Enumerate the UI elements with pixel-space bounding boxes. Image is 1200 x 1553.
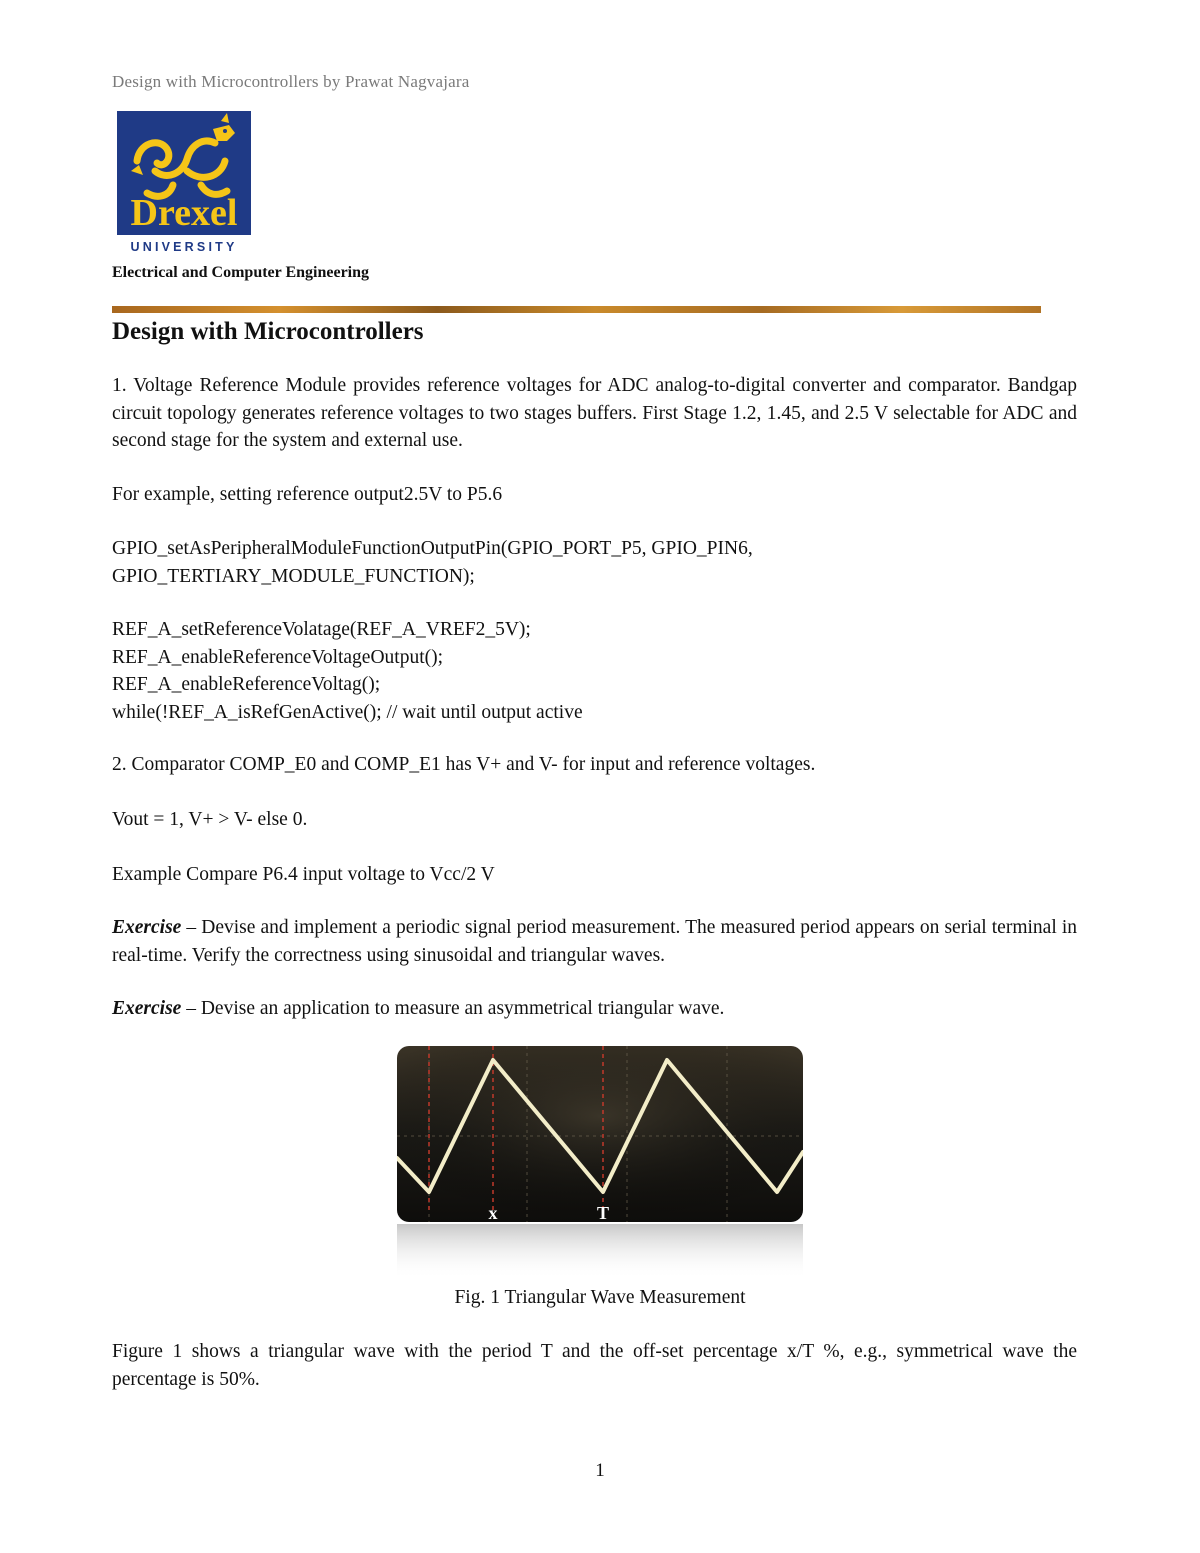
logo-subtitle: UNIVERSITY	[130, 240, 238, 254]
paragraph-voltage-reference	[112, 372, 1077, 455]
drexel-dragon-icon	[117, 111, 251, 255]
comparator-text: 2. Comparator COMP_E0 and COMP_E1 has V+ and V- for input and reference voltages.	[112, 754, 816, 775]
label-T: T	[596, 1203, 610, 1222]
label-x: x	[488, 1203, 498, 1222]
paragraph-figure-description	[112, 1338, 1077, 1393]
drexel-logo	[117, 111, 251, 255]
page-number: 1	[595, 1460, 605, 1481]
logo-wordmark: Drexel	[130, 192, 238, 234]
code-line: REF_A_enableReferenceVoltageOutput();	[112, 646, 444, 668]
exercise-2	[112, 995, 1077, 1023]
code-line: REF_A_enableReferenceVoltag();	[112, 674, 381, 695]
code-block-ref	[112, 616, 1077, 726]
code-line: while(!REF_A_isRefGenActive(); // wait until output active	[112, 701, 583, 723]
exercise-2-text	[112, 995, 1077, 1023]
department-name: Electrical and Computer Engineering	[112, 264, 370, 281]
figure-reflection	[397, 1224, 803, 1280]
exercise-body: – Devise and implement a periodic signal period measurement. The measured period appears on serial terminal in real-time. Verify the correctness using sinusoidal and triangular waves.	[112, 917, 1077, 966]
figure-description-text: Figure 1 shows a triangular wave with the period T and the off-set percentage x/T %, e.g., symmetrical wave the percentage is 50%.	[112, 1341, 1077, 1390]
page-title: Design with Microcontrollers	[112, 318, 424, 345]
code-block-gpio	[112, 535, 1077, 590]
example-text: For example, setting reference output2.5V to P5.6	[112, 484, 503, 505]
exercise-1	[112, 914, 1077, 969]
running-header: Design with Microcontrollers by Prawat Nagvajara	[112, 72, 470, 91]
oscilloscope-figure	[397, 1046, 803, 1222]
paragraph-vout	[112, 806, 1077, 834]
exercise-1-text	[112, 914, 1077, 969]
paragraph-comparator	[112, 751, 1077, 779]
exercise-body: – Devise an application to measure an asymmetrical triangular wave.	[181, 998, 725, 1019]
code-line: REF_A_setReferenceVolatage(REF_A_VREF2_5V);	[112, 619, 531, 640]
paragraph-example	[112, 481, 1077, 509]
code-line: GPIO_setAsPeripheralModuleFunctionOutputPin(GPIO_PORT_P5, GPIO_PIN6,	[112, 538, 753, 559]
exercise-label: Exercise	[112, 998, 182, 1019]
exercise-label: Exercise	[112, 917, 182, 938]
code-line: GPIO_TERTIARY_MODULE_FUNCTION);	[112, 565, 475, 587]
paragraph-compare-example	[112, 861, 1077, 889]
decorative-rule	[112, 306, 1041, 313]
voltage-reference-text: 1. Voltage Reference Module provides reference voltages for ADC analog-to-digital converter and comparator. Bandgap circuit topology generates reference voltages to two stages buffers. First Stage 1.2, 1.45, and 2.5 V selectable for ADC and second stage for the system and external use.	[112, 375, 1077, 451]
vout-text: Vout = 1, V+ > V- else 0.	[112, 809, 308, 830]
figure-caption: Fig. 1 Triangular Wave Measurement	[454, 1287, 746, 1308]
compare-example-text: Example Compare P6.4 input voltage to Vcc/2 V	[112, 864, 495, 885]
